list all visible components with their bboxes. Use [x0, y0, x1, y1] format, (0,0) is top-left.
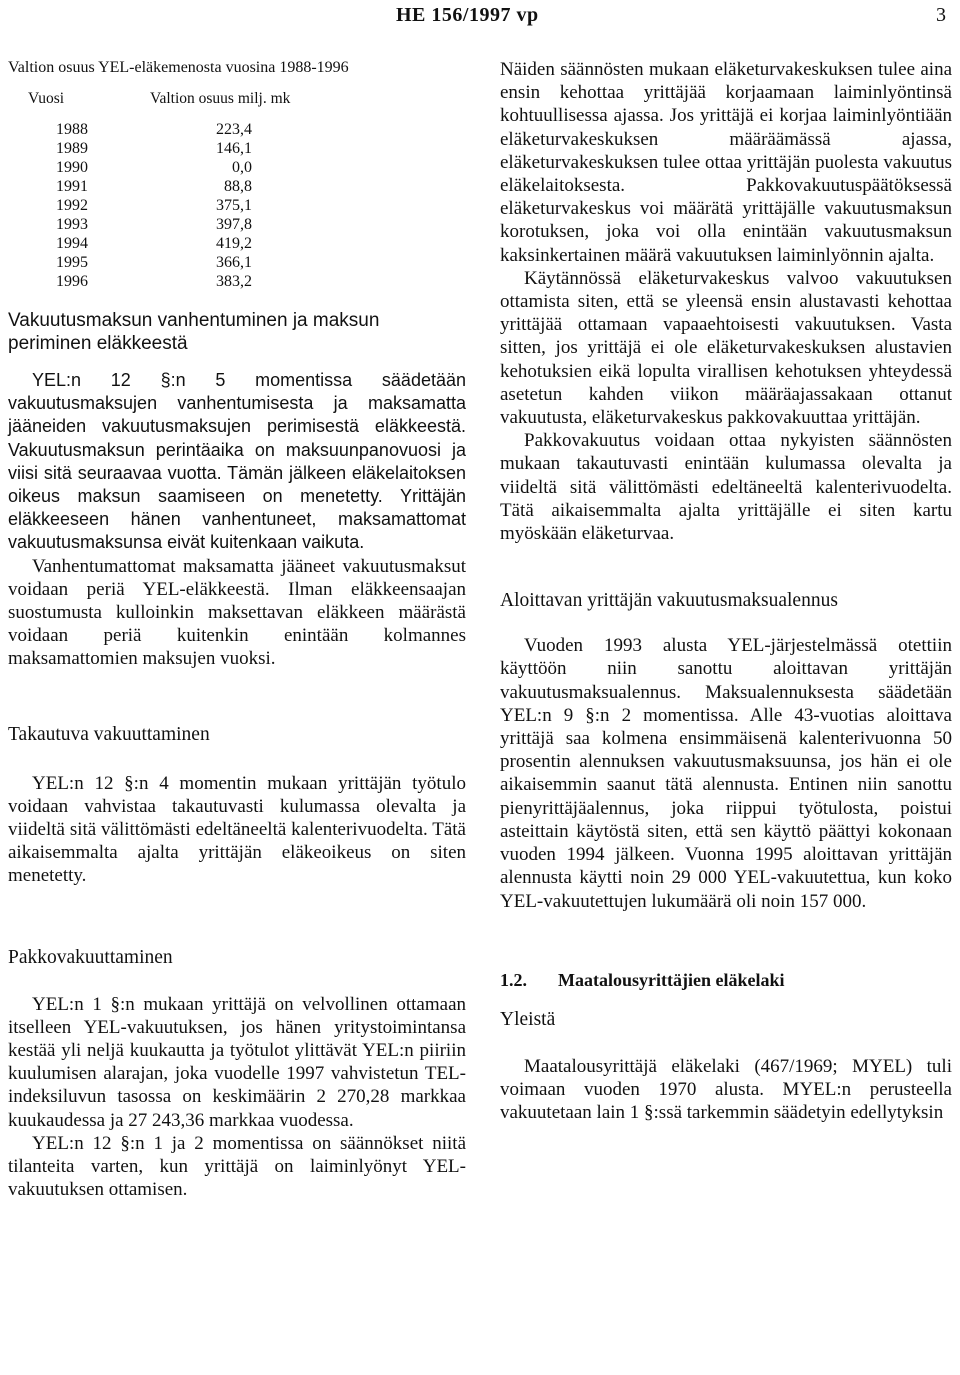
- table-cell-value: 366,1: [216, 254, 252, 271]
- paragraph-right-1: Näiden säännösten mukaan eläketurvakeskuksen tulee aina ensin kehottaa yrittäjää korjaamaan laiminlyöntinsä kohtuullisessa ajassa. Jos yrittäjä ei korjaa laiminlyöntiään eläketurvakeskuksen määräämässä ajassa, eläketurvakeskuksen tulee ottaa yrittäjän puolesta vakuutus eläkelaitoksesta. Pakkovakuutuspäätöksessä eläketurvakeskus voi määrätä yrittäjälle vakuutusmaksun korotuksen, joka voi olla enintään vakuutusmaksun kaksinkertainen määrä vakuutuksen laiminlyönnin ajalta.: [500, 59, 952, 266]
- table-cell-value: 397,8: [216, 216, 252, 233]
- table-cell-year: 1995: [56, 254, 88, 271]
- table-cell-value: 419,2: [216, 235, 252, 252]
- table-cell-value: 223,4: [216, 121, 252, 138]
- paragraph-pakko-1: YEL:n 1 §:n mukaan yrittäjä on velvollinen ottamaan itselleen YEL-vakuutuksen, jos hänen yritystoimintansa kestää yli neljä kuukautta ja työtulot ylittävät YEL:n piiriin kuulumisen alarajan, joka vuodelle 1997 vahvistetun TEL-indeksiluvun tasossa on keskimäärin 2 270,28 markkaa kuukaudessa ja 27 243,36 markkaa vuodessa.: [8, 993, 466, 1131]
- table-cell-year: 1990: [56, 159, 88, 176]
- paragraph-vanhentuminen-2: Vanhentumattomat maksamatta jääneet vakuutusmaksut voidaan periä YEL-eläkkeestä. Ilman eläkkeensaajan suostumusta kulloinkin maksettavan eläkkeen määrästä voidaan periä kuitenkin enintään kolmannes maksamattomien maksujen vuoksi.: [8, 555, 466, 670]
- table-cell-year: 1988: [56, 121, 88, 138]
- page-number: 3: [936, 4, 946, 26]
- table-caption: Valtion osuus YEL-eläkemenosta vuosina 1988-1996: [8, 59, 349, 76]
- table-cell-year: 1993: [56, 216, 88, 233]
- table-row: [8, 196, 466, 215]
- table-row: [8, 253, 466, 272]
- paragraph-vanhentuminen-1: YEL:n 12 §:n 5 momentissa säädetään vakuutusmaksujen vanhentumisesta ja maksamatta jääneiden vakuutusmaksujen perimisestä eläkkeestä. Vakuutusmaksun perintäaika on maksuunpanovuosi ja viisi sitä seuraavaa vuotta. Tämän jälkeen eläkelaitoksen oikeus maksun saamiseen on menetetty. Yrittäjän eläkkeeseen hänen vanhentuneet, maksamattomat vakuutusmaksunsa eivät kuitenkaan vaikuta.: [8, 370, 466, 553]
- table-cell-year: 1996: [56, 273, 88, 290]
- table-header: [8, 90, 466, 108]
- right-column: [500, 58, 952, 1124]
- table-row: [8, 177, 466, 196]
- heading-pakkovakuuttaminen: Pakkovakuuttaminen: [8, 946, 173, 968]
- section-heading: [500, 969, 952, 992]
- table-cell-value: 383,2: [216, 273, 252, 290]
- table-cell-year: 1992: [56, 197, 88, 214]
- table-row: [8, 158, 466, 177]
- table-cell-year: 1994: [56, 235, 88, 252]
- document-id: HE 156/1997 vp: [396, 4, 539, 26]
- table-row: [8, 234, 466, 253]
- table-cell-value: 0,0: [232, 159, 252, 176]
- table-row: [8, 215, 466, 234]
- heading-yleista: Yleistä: [500, 1008, 556, 1030]
- table-header-year: Vuosi: [28, 90, 65, 107]
- table-cell-value: 375,1: [216, 197, 252, 214]
- table-cell-year: 1991: [56, 178, 88, 195]
- table-cell-value: 88,8: [224, 178, 252, 195]
- heading-vanhentuminen: Vakuutusmaksun vanhentuminen ja maksun periminen eläkkeestä: [8, 310, 380, 354]
- paragraph-right-3: Pakkovakuutus voidaan ottaa nykyisten säännösten mukaan takautuvasti enintään kulumassa olevalta ja viideltä sitä välittömästi edeltäneeltä kalenterivuodelta. Tätä aikaisemmalta ajalta yrittäjälle ei siten kartu myöskään eläketurvaa.: [500, 430, 952, 545]
- section-title: Maatalousyrittäjien eläkelaki: [558, 969, 785, 990]
- heading-takautuva: Takautuva vakuuttaminen: [8, 723, 210, 745]
- table-row: [8, 139, 466, 158]
- paragraph-pakko-2: YEL:n 12 §:n 1 ja 2 momentissa on säännökset niitä tilanteita varten, kun yrittäjä on laiminlyönyt YEL-vakuutuksen ottamisen.: [8, 1132, 466, 1201]
- heading-aloittava: Aloittavan yrittäjän vakuutusmaksualennus: [500, 590, 838, 612]
- table-cell-year: 1989: [56, 140, 88, 157]
- table-cell-value: 146,1: [216, 140, 252, 157]
- paragraph-takautuva-1: YEL:n 12 §:n 4 momentin mukaan yrittäjän työtulo voidaan vahvistaa takautuvasti kulumassa olevalta ja viideltä sitä välittömästi edeltäneeltä kalenterivuodelta. Tätä aikaisemmalta ajalta yrittäjän eläkeoikeus on siten menetetty.: [8, 772, 466, 887]
- state-share-table: [8, 120, 466, 291]
- paragraph-aloittava-1: Vuoden 1993 alusta YEL-järjestelmässä otettiin käyttöön niin sanottu aloittavan yrittäjän vakuutusmaksualennus. Maksualennuksesta säädetään YEL:n 9 §:n 2 momentissa. Alle 43-vuotias aloittava yrittäjä saa kolmena ensimmäisenä kalenterivuonna 50 prosentin alennuksen vakuutusmaksuunsa, jos hän ei ole aikaisemmin saanut tätä alennusta. Entinen niin sanottu pienyrittäjäalennus, joka riippui työtulosta, poistui asteittain käytöstä siten, että sen käyttö päättyi kokonaan vuoden 1994 jälkeen. Vuonna 1995 aloittavan yrittäjän alennusta käytti noin 29 000 YEL-vakuutettua, kun koko YEL-vakuutettujen lukumäärä oli noin 157 000.: [500, 635, 952, 912]
- paragraph-right-2: Käytännössä eläketurvakeskus valvoo vakuutuksen ottamista siten, että se yleensä ensin alustavasti kehottaa yrittäjää ottamaan vapaaehtoisesti vakuutuksen. Vasta sitten, jos yrittäjä ei ole eläketurvakeskuksen alustavien kehotuksien eikä lopulta virallisen kehotuksen yhteydessä asetetun kahden viikon määräajassakaan ottanut vakuutusta, eläketurvakeskus pakkovakuuttaa yrittäjän.: [500, 267, 952, 429]
- section-number: 1.2.: [500, 969, 527, 990]
- left-column: [8, 58, 466, 1201]
- table-row: [8, 272, 466, 291]
- table-header-value: Valtion osuus milj. mk: [150, 90, 291, 107]
- paragraph-yleista-1: Maatalousyrittäjä eläkelaki (467/1969; MYEL) tuli voimaan vuoden 1970 alusta. MYEL:n perusteella vakuutetaan lain 1 §:ssä tarkemmin säädetyin edellytyksin: [500, 1055, 952, 1124]
- table-row: [8, 120, 466, 139]
